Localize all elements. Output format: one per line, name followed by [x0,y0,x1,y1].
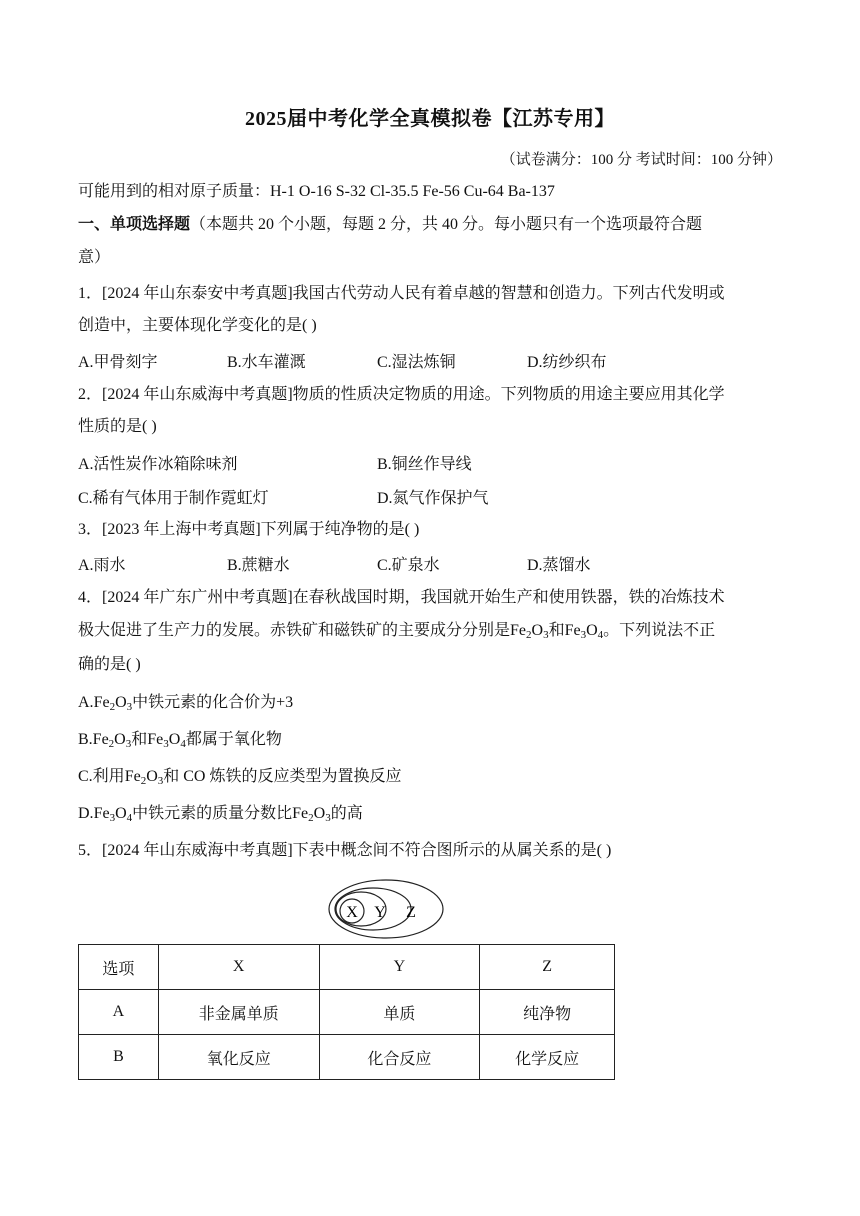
q4-text: 极大促进了生产力的发展。赤铁矿和磁铁矿的主要成分分别是 [78,622,511,639]
table-header-cell: X [158,945,319,990]
question-4-option-c: C.利用$Fe_2O_3$和 CO 炼铁的反应类型为置换反应 [78,768,402,787]
section-heading-desc: （本题共 20 个小题，每题 2 分，共 40 分。每小题只有一个选项最符合题 [190,216,703,233]
table-cell: 化学反应 [480,1035,615,1080]
table-row [79,990,615,1035]
question-1-option-d: D.纺纱织布 [527,354,607,371]
question-5-stem: 5．[2024 年山东威海中考真题]下表中概念间不符合图所示的从属关系的是( ) [78,842,612,859]
formula-fe2o3: $Fe_2O_3$ [93,694,133,713]
question-2-option-c: C.稀有气体用于制作霓虹灯 [78,490,269,507]
page-title: 2025届中考化学全真模拟卷【江苏专用】 [245,108,615,130]
venn-label-y: Y [374,904,386,921]
table-cell: 单质 [319,990,480,1035]
question-1-option-b: B.水车灌溉 [227,354,306,371]
question-2-option-b: B.铜丝作导线 [377,456,472,473]
table-cell: A [79,990,159,1035]
formula-fe3o4: $Fe_3O_4$ [564,622,604,641]
question-4-stem-cont [78,620,715,642]
table-header-cell: 选项 [79,945,159,990]
q4-text-and: 和 [548,622,565,639]
q4-text-end: 。下列说法不正 [603,622,716,639]
question-4-option-a: $A.Fe_2O_3$中铁元素的化合价为+3 [78,694,294,713]
table-cell: B [79,1035,159,1080]
table-header-cell: Y [319,945,480,990]
question-4-stem-end: 确的是( ) [78,656,141,673]
table-cell: 非金属单质 [158,990,319,1035]
formula-fe3o4: $Fe_3O_4$ [147,731,186,750]
section-heading-title: 一、单项选择题 [78,216,191,233]
venn-diagram [326,876,446,940]
section-heading [78,214,702,236]
question-2-stem: 2．[2024 年山东威海中考真题]物质的性质决定物质的用途。下列物质的用途主要应用其化学 [78,386,725,403]
atomic-masses: 可能用到的相对原子质量：H-1 O-16 S-32 Cl-35.5 Fe-56 Cu-64 Ba-137 [78,183,555,200]
table-header-cell: Z [480,945,615,990]
formula-fe3o4: $Fe_3O_4$ [93,805,133,824]
question-4-option-d: $D.Fe_3O_4$中铁元素的质量分数比$Fe_2O_3$的高 [78,805,363,824]
table-header-row [79,945,615,990]
question-1-stem-cont: 创造中，主要体现化学变化的是( ) [78,317,317,334]
exam-info: （试卷满分：100 分 考试时间：100 分钟） [500,152,782,168]
table-cell: 纯净物 [480,990,615,1035]
table-cell: 化合反应 [319,1035,480,1080]
formula-fe2o3: $Fe_2O_3$ [92,731,132,750]
concept-table [78,944,615,1080]
question-3-option-b: B.蔗糖水 [227,557,290,574]
question-1-option-c: C.湿法炼铜 [377,354,456,371]
table-cell: 氧化反应 [158,1035,319,1080]
formula-fe2o3: $Fe_2O_3$ [292,805,331,824]
question-3-option-a: A.雨水 [78,557,126,574]
formula-fe2o3: $Fe_2O_3$ [510,622,549,641]
venn-label-z: Z [406,904,416,921]
venn-label-x: X [346,904,358,921]
question-4-stem: 4．[2024 年广东广州中考真题]在春秋战国时期，我国就开始生产和使用铁器，铁的冶炼技术 [78,589,725,606]
question-4-option-b: $B.Fe_2O_3$和$Fe_3O_4$都属于氧化物 [78,731,282,750]
question-2-stem-cont: 性质的是( ) [78,418,157,435]
question-1-stem: 1．[2024 年山东泰安中考真题]我国古代劳动人民有着卓越的智慧和创造力。下列古代发明或 [78,285,725,302]
question-1-option-a: A.甲骨刻字 [78,354,158,371]
question-2-option-d: D.氮气作保护气 [377,490,489,507]
question-3-option-d: D.蒸馏水 [527,557,591,574]
question-3-stem: 3．[2023 年上海中考真题]下列属于纯净物的是( ) [78,521,420,538]
question-3-option-c: C.矿泉水 [377,557,440,574]
formula-fe2o3: $Fe_2O_3$ [124,768,164,787]
table-row [79,1035,615,1080]
question-2-option-a: A.活性炭作冰箱除味剂 [78,456,238,473]
section-heading-desc-cont: 意） [78,249,111,266]
